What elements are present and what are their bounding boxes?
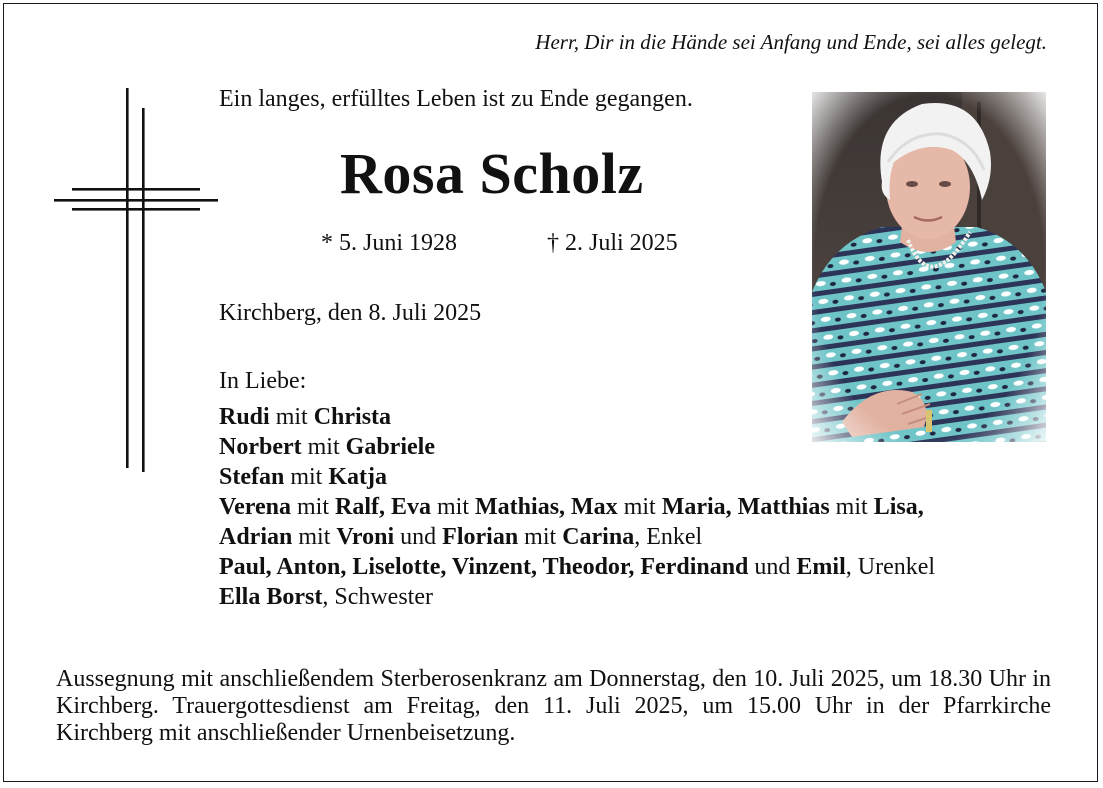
family-line: Adrian mit Vroni und Florian mit Carina, Enkel	[219, 524, 703, 550]
motto: Herr, Dir in die Hände sei Anfang und Ende, sei alles gelegt.	[535, 30, 1047, 54]
family-line: Stefan mit Katja	[219, 464, 388, 490]
birth-date: * 5. Juni 1928	[321, 230, 458, 256]
intro-line: Ein langes, erfülltes Leben ist zu Ende gegangen.	[219, 86, 693, 112]
cross-icon	[52, 88, 220, 472]
portrait-photo	[812, 92, 1046, 442]
family-line: Ella Borst, Schwester	[219, 584, 433, 610]
family-line: Norbert mit Gabriele	[219, 434, 435, 460]
death-date: † 2. Juli 2025	[547, 230, 678, 256]
deceased-name: Rosa Scholz	[340, 141, 644, 206]
in-love-heading: In Liebe:	[219, 368, 307, 394]
family-line: Rudi mit Christa	[219, 404, 392, 430]
place-date: Kirchberg, den 8. Juli 2025	[219, 300, 482, 326]
family-line: Paul, Anton, Liselotte, Vinzent, Theodor, Ferdinand und Emil, Urenkel	[219, 554, 936, 580]
funeral-notice: Aussegnung mit anschließendem Sterberosenkranz am Donnerstag, den 10. Juli 2025, um 18.30 Uhr in Kirchberg. Trauergottesdienst am Freitag, den 11. Juli 2025, um 15.00 Uhr in der Pfarrkirche Kirchberg mit anschließender Urnenbeisetzung.	[56, 666, 1051, 746]
family-line: Verena mit Ralf, Eva mit Mathias, Max mit Maria, Matthias mit Lisa,	[219, 494, 924, 520]
